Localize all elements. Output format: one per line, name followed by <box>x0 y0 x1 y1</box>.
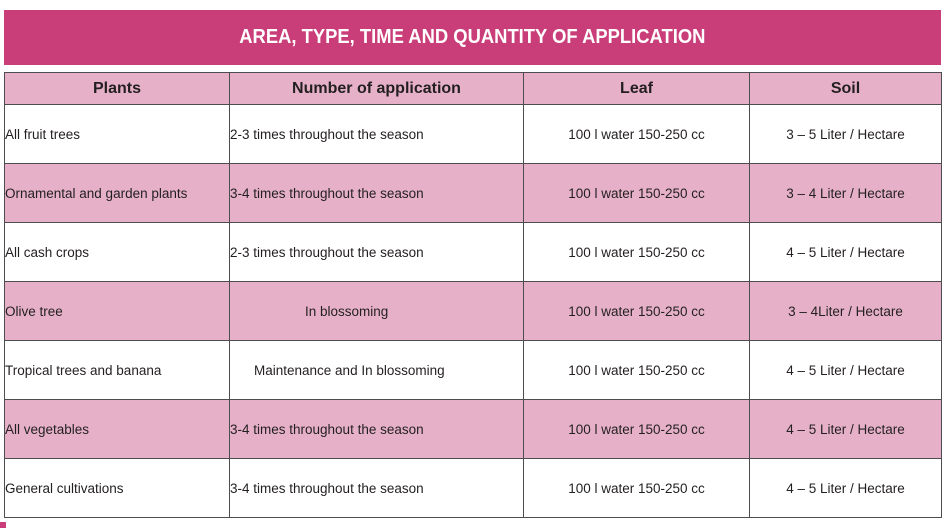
soil-cell: 3 – 4Liter / Hectare <box>750 282 942 341</box>
soil-cell: 4 – 5 Liter / Hectare <box>750 341 942 400</box>
table-row <box>5 341 942 400</box>
table-row <box>5 459 942 518</box>
soil-cell: 4 – 5 Liter / Hectare <box>750 400 942 459</box>
application-table <box>4 72 942 518</box>
header-plants: Plants <box>5 73 230 105</box>
plant-cell: General cultivations <box>5 459 230 518</box>
soil-cell: 3 – 4 Liter / Hectare <box>750 164 942 223</box>
plant-cell: All cash crops <box>5 223 230 282</box>
leaf-cell: 100 l water 150-250 cc <box>524 282 750 341</box>
number-cell: 3-4 times throughout the season <box>230 164 524 223</box>
leaf-cell: 100 l water 150-250 cc <box>524 105 750 164</box>
table-row <box>5 164 942 223</box>
header-number-of-application: Number of application <box>230 73 524 105</box>
number-cell: 3-4 times throughout the season <box>230 459 524 518</box>
number-cell: 2-3 times throughout the season <box>230 105 524 164</box>
soil-cell: 4 – 5 Liter / Hectare <box>750 459 942 518</box>
plant-cell: Ornamental and garden plants <box>5 164 230 223</box>
soil-cell: 4 – 5 Liter / Hectare <box>750 223 942 282</box>
page-title: AREA, TYPE, TIME AND QUANTITY OF APPLICATION <box>239 26 706 48</box>
title-banner <box>4 10 941 65</box>
table-row <box>5 282 942 341</box>
plant-cell: Tropical trees and banana <box>5 341 230 400</box>
soil-cell: 3 – 5 Liter / Hectare <box>750 105 942 164</box>
corner-accent <box>0 522 6 528</box>
table-row <box>5 223 942 282</box>
number-cell: 2-3 times throughout the season <box>230 223 524 282</box>
leaf-cell: 100 l water 150-250 cc <box>524 223 750 282</box>
header-leaf: Leaf <box>524 73 750 105</box>
leaf-cell: 100 l water 150-250 cc <box>524 400 750 459</box>
leaf-cell: 100 l water 150-250 cc <box>524 164 750 223</box>
table-row <box>5 105 942 164</box>
table-header-row <box>5 73 942 105</box>
plant-cell: All vegetables <box>5 400 230 459</box>
plant-cell: All fruit trees <box>5 105 230 164</box>
number-cell: Maintenance and In blossoming <box>230 341 524 400</box>
leaf-cell: 100 l water 150-250 cc <box>524 459 750 518</box>
plant-cell: Olive tree <box>5 282 230 341</box>
leaf-cell: 100 l water 150-250 cc <box>524 341 750 400</box>
header-soil: Soil <box>750 73 942 105</box>
table-row <box>5 400 942 459</box>
number-cell: 3-4 times throughout the season <box>230 400 524 459</box>
number-cell: In blossoming <box>230 282 524 341</box>
